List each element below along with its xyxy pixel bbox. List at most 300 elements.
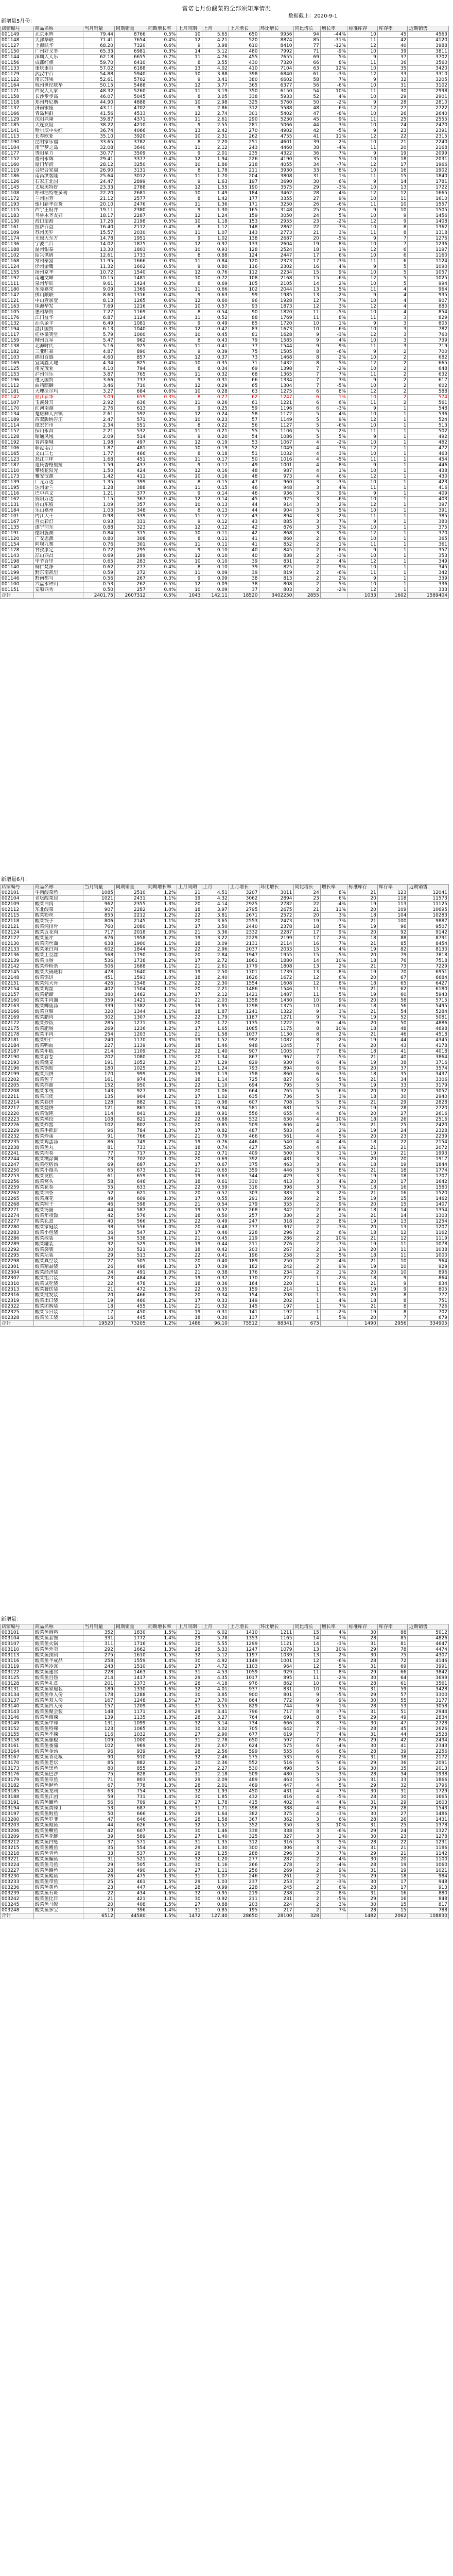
table-row — [1, 1168, 449, 1174]
table-cell: 54 — [293, 89, 320, 94]
table-cell: 001132 — [1, 321, 34, 327]
table-cell: 9 — [293, 1009, 320, 1015]
table-cell: 6% — [320, 1749, 347, 1755]
table-cell: 195 — [229, 1908, 259, 1913]
table-cell: 2 — [293, 570, 320, 576]
table-cell: 10 — [347, 480, 378, 485]
table-cell: 2.21 — [202, 987, 229, 992]
table-cell: 44 — [83, 1823, 115, 1828]
table-cell: 0.6% — [147, 502, 177, 508]
table-cell: 2 — [377, 395, 408, 400]
table-cell: 7104 — [259, 66, 293, 72]
table-cell: 18 — [177, 975, 202, 981]
table-cell: 10 — [177, 474, 202, 480]
table-row — [1, 1219, 449, 1225]
table-cell: 9 — [293, 338, 320, 344]
table-cell: 15 — [293, 276, 320, 281]
table-cell: 5 — [293, 434, 320, 440]
table-cell: 6% — [320, 106, 347, 111]
table-cell: 18 — [377, 1874, 408, 1879]
table-cell: 0.65 — [83, 559, 115, 565]
table-cell: 334905 — [408, 1321, 449, 1327]
table-cell: 文山三七 — [33, 451, 83, 457]
table-cell: 21 — [377, 140, 408, 145]
table-cell: 4 — [293, 474, 320, 480]
table-cell: 6 — [293, 1755, 320, 1760]
table-cell: 2% — [320, 355, 347, 361]
table-cell: 30 — [177, 1828, 202, 1834]
table-cell: 437 — [114, 463, 147, 468]
table-cell: 29 — [293, 185, 320, 191]
table-cell: 0.24 — [202, 412, 229, 417]
table-row — [1, 412, 449, 417]
table-cell: 290 — [229, 117, 259, 123]
table-cell: 003119 — [1, 1664, 34, 1670]
table-cell: 30 — [347, 1698, 378, 1704]
table-cell: 1000 — [408, 1253, 449, 1259]
table-cell: 12 — [347, 106, 378, 111]
table-cell: 1640 — [114, 970, 147, 975]
table-cell: 兰州国芳 — [33, 196, 83, 202]
table-cell: 7 — [293, 366, 320, 372]
table-cell: 3437 — [408, 1072, 449, 1077]
table-cell: 酸菜鱼带鱼 — [33, 1879, 83, 1885]
table-cell: 16.40 — [83, 225, 115, 230]
table-cell: 22 — [177, 947, 202, 953]
table-row — [1, 565, 449, 570]
table-cell: 3.55 — [202, 60, 229, 66]
table-cell: 8 — [377, 1293, 408, 1298]
table-row — [1, 519, 449, 525]
table-cell: 4% — [320, 1857, 347, 1862]
table-cell: 19 — [293, 919, 320, 924]
table-cell: 酸菜鱼石斑 — [33, 1891, 83, 1896]
table-cell: 4.53 — [202, 1670, 229, 1675]
table-cell: -4% — [320, 1140, 347, 1145]
table-cell: 312 — [229, 1840, 259, 1845]
table-cell: 1197 — [408, 247, 449, 253]
table-row — [1, 457, 449, 463]
table-cell: 17 — [377, 162, 408, 168]
table-cell: 556 — [229, 1111, 259, 1117]
table-cell: 455 — [114, 1304, 147, 1310]
table-cell: 酸菜炒蛋 — [33, 1134, 83, 1140]
table-cell: 0.55 — [202, 1196, 229, 1202]
table-cell: 48 — [377, 1026, 408, 1032]
table-cell: 003137 — [1, 1698, 34, 1704]
table-cell: 21.12 — [83, 196, 115, 202]
table-row — [1, 1806, 449, 1811]
table-cell: 22 — [377, 134, 408, 140]
table-cell: 896 — [408, 1270, 449, 1276]
table-cell: 1.46 — [202, 1043, 229, 1049]
table-cell: 0.71 — [202, 1151, 229, 1157]
table-row — [1, 298, 449, 304]
table-cell: 907 — [83, 907, 115, 913]
header-row — [1, 26, 449, 32]
table-cell: 4% — [320, 1630, 347, 1636]
table-cell: 85 — [377, 941, 408, 947]
table-cell: 001112 — [1, 383, 34, 389]
table-cell: 19 — [347, 1287, 378, 1293]
table-cell: 4146 — [408, 1658, 449, 1664]
table-cell: 819 — [259, 570, 293, 576]
table-cell: 18 — [347, 958, 378, 964]
table-cell: 868 — [259, 531, 293, 536]
table-cell: 7% — [320, 446, 347, 451]
table-cell: 900 — [229, 1692, 259, 1698]
table-cell: 75 — [377, 1653, 408, 1658]
table-cell: 71 — [293, 49, 320, 55]
table-cell: 61 — [229, 400, 259, 406]
table-cell: 1.12 — [202, 225, 229, 230]
table-cell: 0.39 — [202, 349, 229, 355]
table-cell: 2 — [293, 1902, 320, 1908]
table-cell: 12 — [177, 298, 202, 304]
table-cell: 50 — [293, 100, 320, 106]
table-cell: 1% — [320, 1151, 347, 1157]
table-cell: 1 — [377, 434, 408, 440]
table-cell: 1080 — [114, 1055, 147, 1060]
table-cell: 酸菜血肠 — [33, 958, 83, 964]
table-cell: 1.46 — [202, 1828, 229, 1834]
table-cell: 11 — [347, 89, 378, 94]
table-cell: 002115 — [1, 913, 34, 919]
table-cell: 1880 — [259, 958, 293, 964]
table-cell: 8 — [177, 338, 202, 344]
table-cell: 18 — [377, 1174, 408, 1179]
table-cell: 4826 — [408, 1636, 449, 1641]
table-cell: 1 — [293, 1276, 320, 1281]
table-cell: 21 — [177, 1134, 202, 1140]
table-cell: 22 — [177, 1253, 202, 1259]
table-cell: 昭通凤凰 — [33, 434, 83, 440]
table-cell: 0.15 — [202, 485, 229, 491]
table-cell: 2112 — [114, 225, 147, 230]
table-cell: 552 — [229, 1760, 259, 1766]
table-cell: 0.4% — [147, 406, 177, 412]
table-cell: 0.4% — [147, 270, 177, 276]
table-cell: 344 — [229, 1174, 259, 1179]
table-cell: 4% — [320, 1298, 347, 1304]
table-cell: 3% — [320, 1772, 347, 1777]
table-cell: 49 — [229, 463, 259, 468]
table-cell: 312 — [229, 106, 259, 111]
table-cell: 6180 — [408, 987, 449, 992]
table-cell: 2 — [293, 1862, 320, 1868]
table-cell: 3.81 — [202, 913, 229, 919]
table-row — [1, 970, 449, 975]
table-row — [1, 55, 449, 60]
table-cell: 3012 — [114, 174, 147, 179]
table-cell: 1.1% — [147, 1032, 177, 1038]
table-cell: 11125 — [408, 902, 449, 907]
table-row — [1, 225, 449, 230]
table-cell: 3.46 — [83, 383, 115, 389]
table-row — [1, 1157, 449, 1162]
table-cell: 18 — [177, 1315, 202, 1321]
table-cell: 003143 — [1, 1709, 34, 1715]
table-cell: 003209 — [1, 1834, 34, 1840]
table-cell: -6% — [320, 202, 347, 208]
table-cell: 1124 — [114, 315, 147, 321]
column-header: 商品名称 — [33, 1624, 83, 1630]
table-cell: 3 — [293, 1179, 320, 1185]
table-cell: 31 — [83, 1857, 115, 1862]
table-cell: 4474 — [408, 1647, 449, 1653]
table-cell: 529 — [114, 1242, 147, 1247]
table-cell: 1626 — [229, 975, 259, 981]
table-row — [1, 1066, 449, 1072]
table-cell: 0.3% — [147, 372, 177, 378]
table-cell: 5933 — [259, 94, 293, 100]
table-cell: 3% — [320, 304, 347, 310]
table-cell: 9% — [320, 117, 347, 123]
table-cell: 10% — [320, 1236, 347, 1242]
table-cell: 1779 — [229, 964, 259, 970]
table-cell: 001143 — [1, 553, 34, 559]
table-cell: 0.19 — [202, 446, 229, 451]
table-cell: 1.1% — [147, 1168, 177, 1174]
table-cell: 10 — [347, 310, 378, 315]
table-cell: 148 — [83, 1709, 115, 1715]
table-cell: 酸菜蒸饺 — [33, 1117, 83, 1123]
table-cell: 11 — [347, 315, 378, 321]
table-cell: 726 — [408, 1304, 449, 1310]
table-cell: 0.6% — [147, 185, 177, 191]
table-row — [1, 1191, 449, 1196]
table-cell: 6.02 — [202, 1630, 229, 1636]
table-cell: 1504 — [114, 987, 147, 992]
table-cell: 1608 — [259, 981, 293, 987]
table-cell: 1278 — [408, 1834, 449, 1840]
table-cell: 南昌洪客隆 — [33, 174, 83, 179]
table-cell: 1398 — [259, 366, 293, 372]
table-cell: 12 — [177, 355, 202, 361]
table-cell: 1% — [320, 1874, 347, 1879]
table-cell: 酸菜鱼鳕鱼 — [33, 1811, 83, 1817]
table-cell: 21 — [347, 1304, 378, 1310]
table-cell: 7 — [293, 378, 320, 383]
table-cell: 1318 — [408, 230, 449, 236]
table-cell: 180 — [83, 1066, 115, 1072]
table-cell: 25 — [83, 1879, 115, 1885]
table-cell: 1% — [320, 1704, 347, 1709]
table-cell: 1.52 — [202, 1038, 229, 1043]
data-table — [0, 26, 449, 599]
table-cell: 30 — [347, 1653, 378, 1658]
table-cell: 385 — [408, 514, 449, 519]
table-cell: 1 — [377, 429, 408, 434]
table-cell: 25 — [377, 1123, 408, 1128]
table-cell: 1288 — [114, 1692, 147, 1698]
table-cell: 4% — [320, 1732, 347, 1738]
table-cell: 1.6% — [147, 1687, 177, 1692]
table-cell: 绵阳百盛 — [33, 355, 83, 361]
table-cell: 1.0% — [147, 1021, 177, 1026]
table-cell: 307 — [259, 1225, 293, 1230]
table-cell: 841 — [114, 1111, 147, 1117]
table-row — [1, 1202, 449, 1208]
table-cell: 69 — [293, 55, 320, 60]
table-cell: 31 — [347, 1732, 378, 1738]
table-cell: 4% — [320, 947, 347, 953]
table-cell: 27 — [377, 1811, 408, 1817]
table-cell: 2447 — [259, 253, 293, 259]
table-cell: 88 — [377, 1630, 408, 1636]
table-cell: 12 — [347, 502, 378, 508]
table-cell: -6% — [320, 1089, 347, 1094]
table-cell: 3.65 — [202, 919, 229, 924]
table-cell: 11 — [177, 315, 202, 321]
table-cell: 1 — [377, 514, 408, 519]
table-cell: 116 — [83, 1732, 115, 1738]
table-cell: 1716 — [114, 1641, 147, 1647]
table-cell: 2234 — [259, 270, 293, 276]
table-cell: 5 — [293, 1094, 320, 1100]
table-cell: 001190 — [1, 140, 34, 145]
table-cell: 001100 — [1, 582, 34, 587]
table-cell: 948 — [229, 1043, 259, 1049]
table-cell: 398 — [229, 72, 259, 77]
table-cell: 0.48 — [202, 1225, 229, 1230]
table-cell: 2 — [293, 536, 320, 542]
table-cell: 1.1% — [147, 987, 177, 992]
table-cell: 21 — [177, 1202, 202, 1208]
table-cell: 11 — [177, 514, 202, 519]
table-cell: 808 — [259, 582, 293, 587]
table-cell: 948 — [408, 1879, 449, 1885]
table-cell: 12 — [377, 191, 408, 196]
table-cell: 226 — [229, 157, 259, 162]
table-cell: 1.02 — [202, 1094, 229, 1100]
table-cell: 36.74 — [83, 128, 115, 134]
table-cell: 2998 — [408, 89, 449, 94]
table-cell: 123 — [377, 890, 408, 896]
table-cell: 5940 — [114, 72, 147, 77]
table-cell: 20 — [347, 1270, 378, 1276]
table-cell: 18 — [347, 1208, 378, 1213]
table-cell: 3250 — [259, 202, 293, 208]
table-cell: 5% — [320, 213, 347, 219]
table-cell: 1.68 — [83, 457, 115, 463]
table-cell: 3131 — [114, 168, 147, 174]
table-cell: 1135 — [229, 1021, 259, 1026]
table-cell: 东莞嘉荣 — [33, 287, 83, 293]
table-cell: 001146 — [1, 576, 34, 582]
table-cell: 11 — [347, 485, 378, 491]
table-cell: 7 — [377, 242, 408, 247]
table-cell: 10 — [177, 332, 202, 338]
table-cell: 49 — [377, 1715, 408, 1721]
table-cell: 酸菜罐装 — [33, 1242, 83, 1247]
table-cell: 002112 — [1, 907, 34, 913]
table-cell: 333 — [408, 587, 449, 593]
table-cell: 20 — [177, 1123, 202, 1128]
table-cell: 128 — [229, 247, 259, 253]
table-cell: 2 — [293, 548, 320, 553]
table-cell: 24 — [83, 1270, 115, 1276]
table-cell: 760 — [83, 924, 115, 930]
table-cell: 3930 — [259, 168, 293, 174]
table-cell: 11 — [177, 287, 202, 293]
table-cell: 30 — [177, 1794, 202, 1800]
table-cell: 10 — [347, 185, 378, 191]
table-cell: 44 — [377, 1732, 408, 1738]
table-cell: 003101 — [1, 1630, 34, 1636]
table-cell: 571 — [114, 417, 147, 423]
table-cell: 22 — [83, 1891, 115, 1896]
table-cell: -5% — [320, 383, 347, 389]
table-cell: 568 — [83, 953, 115, 958]
table-cell: 235 — [229, 151, 259, 157]
table-cell: 11 — [177, 174, 202, 179]
table-cell: 461 — [114, 1879, 147, 1885]
table-cell: 4.51 — [202, 890, 229, 896]
table-cell: 1303 — [408, 1213, 449, 1219]
table-cell: 2 — [293, 1885, 320, 1891]
table-cell: 黔东南凯里 — [33, 570, 83, 576]
table-cell: 002265 — [1, 1196, 34, 1202]
table-cell: 325 — [229, 1834, 259, 1840]
table-cell: 0.97 — [202, 242, 229, 247]
table-cell: 514 — [114, 434, 147, 440]
table-cell: 1362 — [408, 225, 449, 230]
table-cell: 1.3% — [147, 1287, 177, 1293]
table-cell: -7% — [320, 1123, 347, 1128]
table-cell: 1665 — [408, 1794, 449, 1800]
table-cell: 18 — [177, 1247, 202, 1253]
table-cell: 1.6% — [147, 1891, 177, 1896]
table-cell: 9 — [177, 321, 202, 327]
table-cell: 3 — [293, 1162, 320, 1168]
table-cell: 002292 — [1, 1247, 34, 1253]
table-cell: 002184 — [1, 1043, 34, 1049]
table-cell: 2378 — [259, 924, 293, 930]
table-row — [1, 570, 449, 576]
table-cell: 6410 — [114, 60, 147, 66]
table-cell: 4 — [293, 1123, 320, 1128]
table-cell: 1276 — [408, 236, 449, 242]
table-cell: 8 — [293, 355, 320, 361]
table-cell: 7655 — [259, 55, 293, 60]
table-cell: 0.3% — [147, 281, 177, 287]
table-cell: 638 — [83, 941, 115, 947]
table-cell: 802 — [114, 1123, 147, 1128]
table-cell: 796 — [229, 1709, 259, 1715]
table-cell: 22 — [377, 1140, 408, 1145]
table-cell: 19 — [377, 1868, 408, 1874]
table-cell: 1902 — [408, 168, 449, 174]
table-cell: 0.16 — [202, 474, 229, 480]
table-cell: 25 — [377, 117, 408, 123]
table-cell: 0.32 — [202, 1304, 229, 1310]
table-cell: 001172 — [1, 196, 34, 202]
table-cell: 1373 — [114, 1681, 147, 1687]
table-cell: 8 — [293, 1038, 320, 1043]
table-cell: 4% — [320, 94, 347, 100]
table-row — [1, 1287, 449, 1293]
table-cell: 酸菜炸酱 — [33, 1123, 83, 1128]
table-cell: 3699 — [408, 1675, 449, 1681]
table-cell: 2782 — [259, 902, 293, 907]
table-cell: 805 — [408, 321, 449, 327]
table-cell: 2% — [320, 964, 347, 970]
table-cell: 1.1% — [147, 964, 177, 970]
table-cell: 酸菜窝头 — [33, 1179, 83, 1185]
table-cell: 1.2% — [147, 981, 177, 987]
table-cell: 20 — [347, 1225, 378, 1230]
